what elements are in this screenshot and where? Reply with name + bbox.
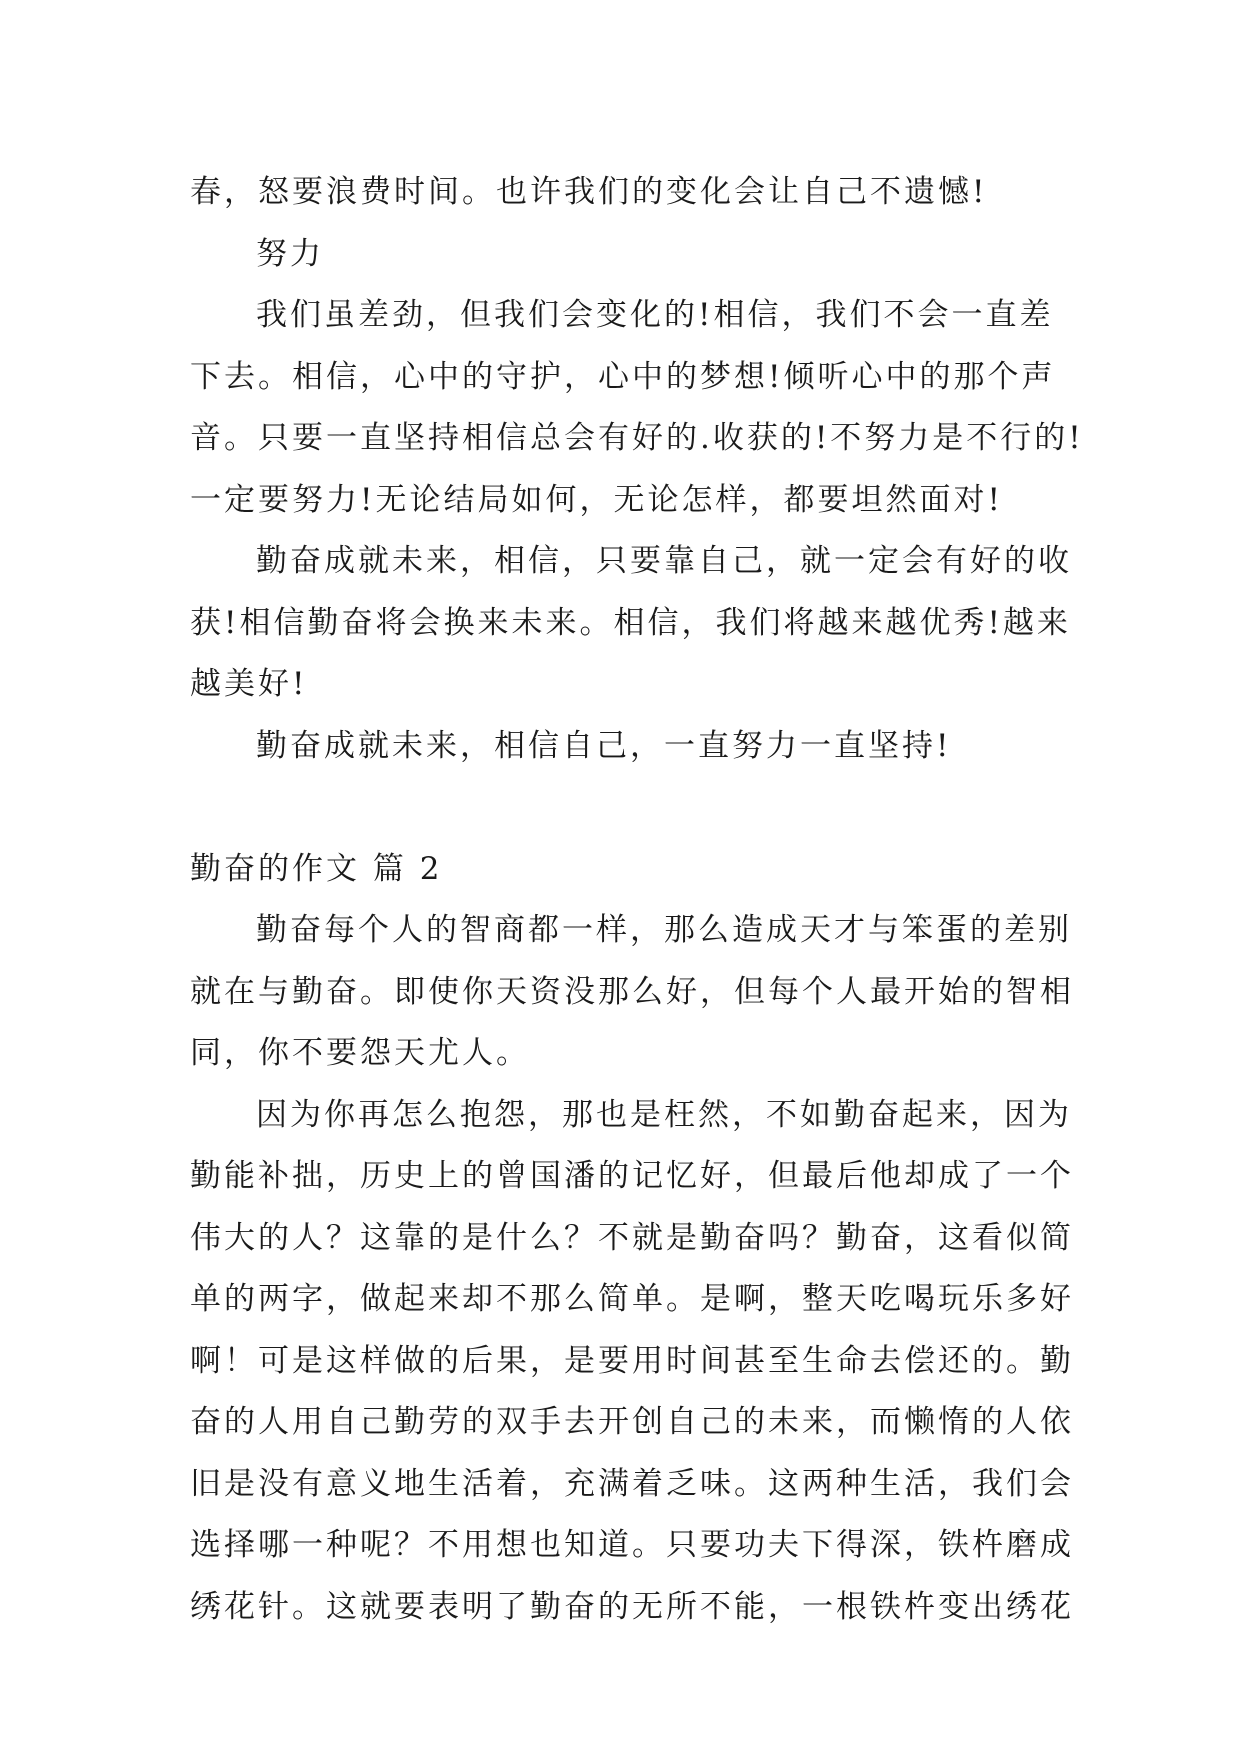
paragraph-line: 下去。相信，心中的守护，心中的梦想!倾听心中的那个声 (190, 358, 1056, 395)
paragraph-line: 音。只要一直坚持相信总会有好的.收获的!不努力是不行的! (190, 420, 1084, 456)
paragraph-line: 单的两字，做起来却不那么简单。是啊，整天吃喝玩乐多好 (190, 1281, 1074, 1317)
paragraph-4 (190, 900, 1074, 1085)
paragraph-line: 越美好! (190, 666, 308, 702)
paragraph-line: 勤奋成就未来，相信，只要靠自己，就一定会有好的收 (256, 543, 1072, 579)
paragraph-line: 选择哪一种呢？不用想也知道。只要功夫下得深，铁杵磨成 (190, 1527, 1074, 1563)
paragraph-line: 我们虽差劲，但我们会变化的!相信，我们不会一直差 (256, 297, 1054, 333)
paragraph-line: 旧是没有意义地生活着，充满着乏味。这两种生活，我们会 (190, 1465, 1074, 1502)
paragraph-line: 一定要努力!无论结局如何，无论怎样，都要坦然面对! (190, 481, 1003, 518)
paragraph-line: 伟大的人？这靠的是什么？不就是勤奋吗？勤奋，这看似简 (190, 1219, 1074, 1256)
essay-title: 勤奋的作文 篇 2 (190, 850, 443, 887)
paragraph-line: 同，你不要怨天尤人。 (190, 1035, 530, 1071)
section-subheading: 努力 (256, 235, 324, 272)
paragraph-2 (190, 531, 1072, 716)
paragraph-line: 勤奋每个人的智商都一样，那么造成天才与笨蛋的差别 (256, 912, 1072, 948)
paragraph-line: 就在与勤奋。即使你天资没那么好，但每个人最开始的智相 (190, 973, 1074, 1010)
paragraph-line: 绣花针。这就要表明了勤奋的无所不能，一根铁杵变出绣花 (190, 1588, 1074, 1625)
paragraph-line: 勤奋成就未来，相信自己，一直努力一直坚持! (256, 727, 952, 764)
paragraph-line: 因为你再怎么抱怨，那也是枉然，不如勤奋起来，因为 (256, 1096, 1072, 1133)
paragraph-3 (190, 716, 1060, 778)
paragraph-5 (190, 1085, 1074, 1639)
paragraph-line: 勤能补拙，历史上的曾国潘的记忆好，但最后他却成了一个 (190, 1158, 1074, 1194)
paragraph-1 (190, 285, 1084, 531)
continued-text-line: 春，怒要浪费时间。也许我们的变化会让自己不遗憾! (190, 174, 988, 210)
section-gap (190, 777, 1060, 839)
document-body (190, 162, 1084, 1638)
paragraph-line: 啊！可是这样做的后果，是要用时间甚至生命去偿还的。勤 (190, 1342, 1074, 1379)
paragraph-line: 奋的人用自己勤劳的双手去开创自己的未来，而懒惰的人依 (190, 1404, 1074, 1440)
paragraph-line: 获!相信勤奋将会换来未来。相信，我们将越来越优秀!越来 (190, 604, 1071, 641)
